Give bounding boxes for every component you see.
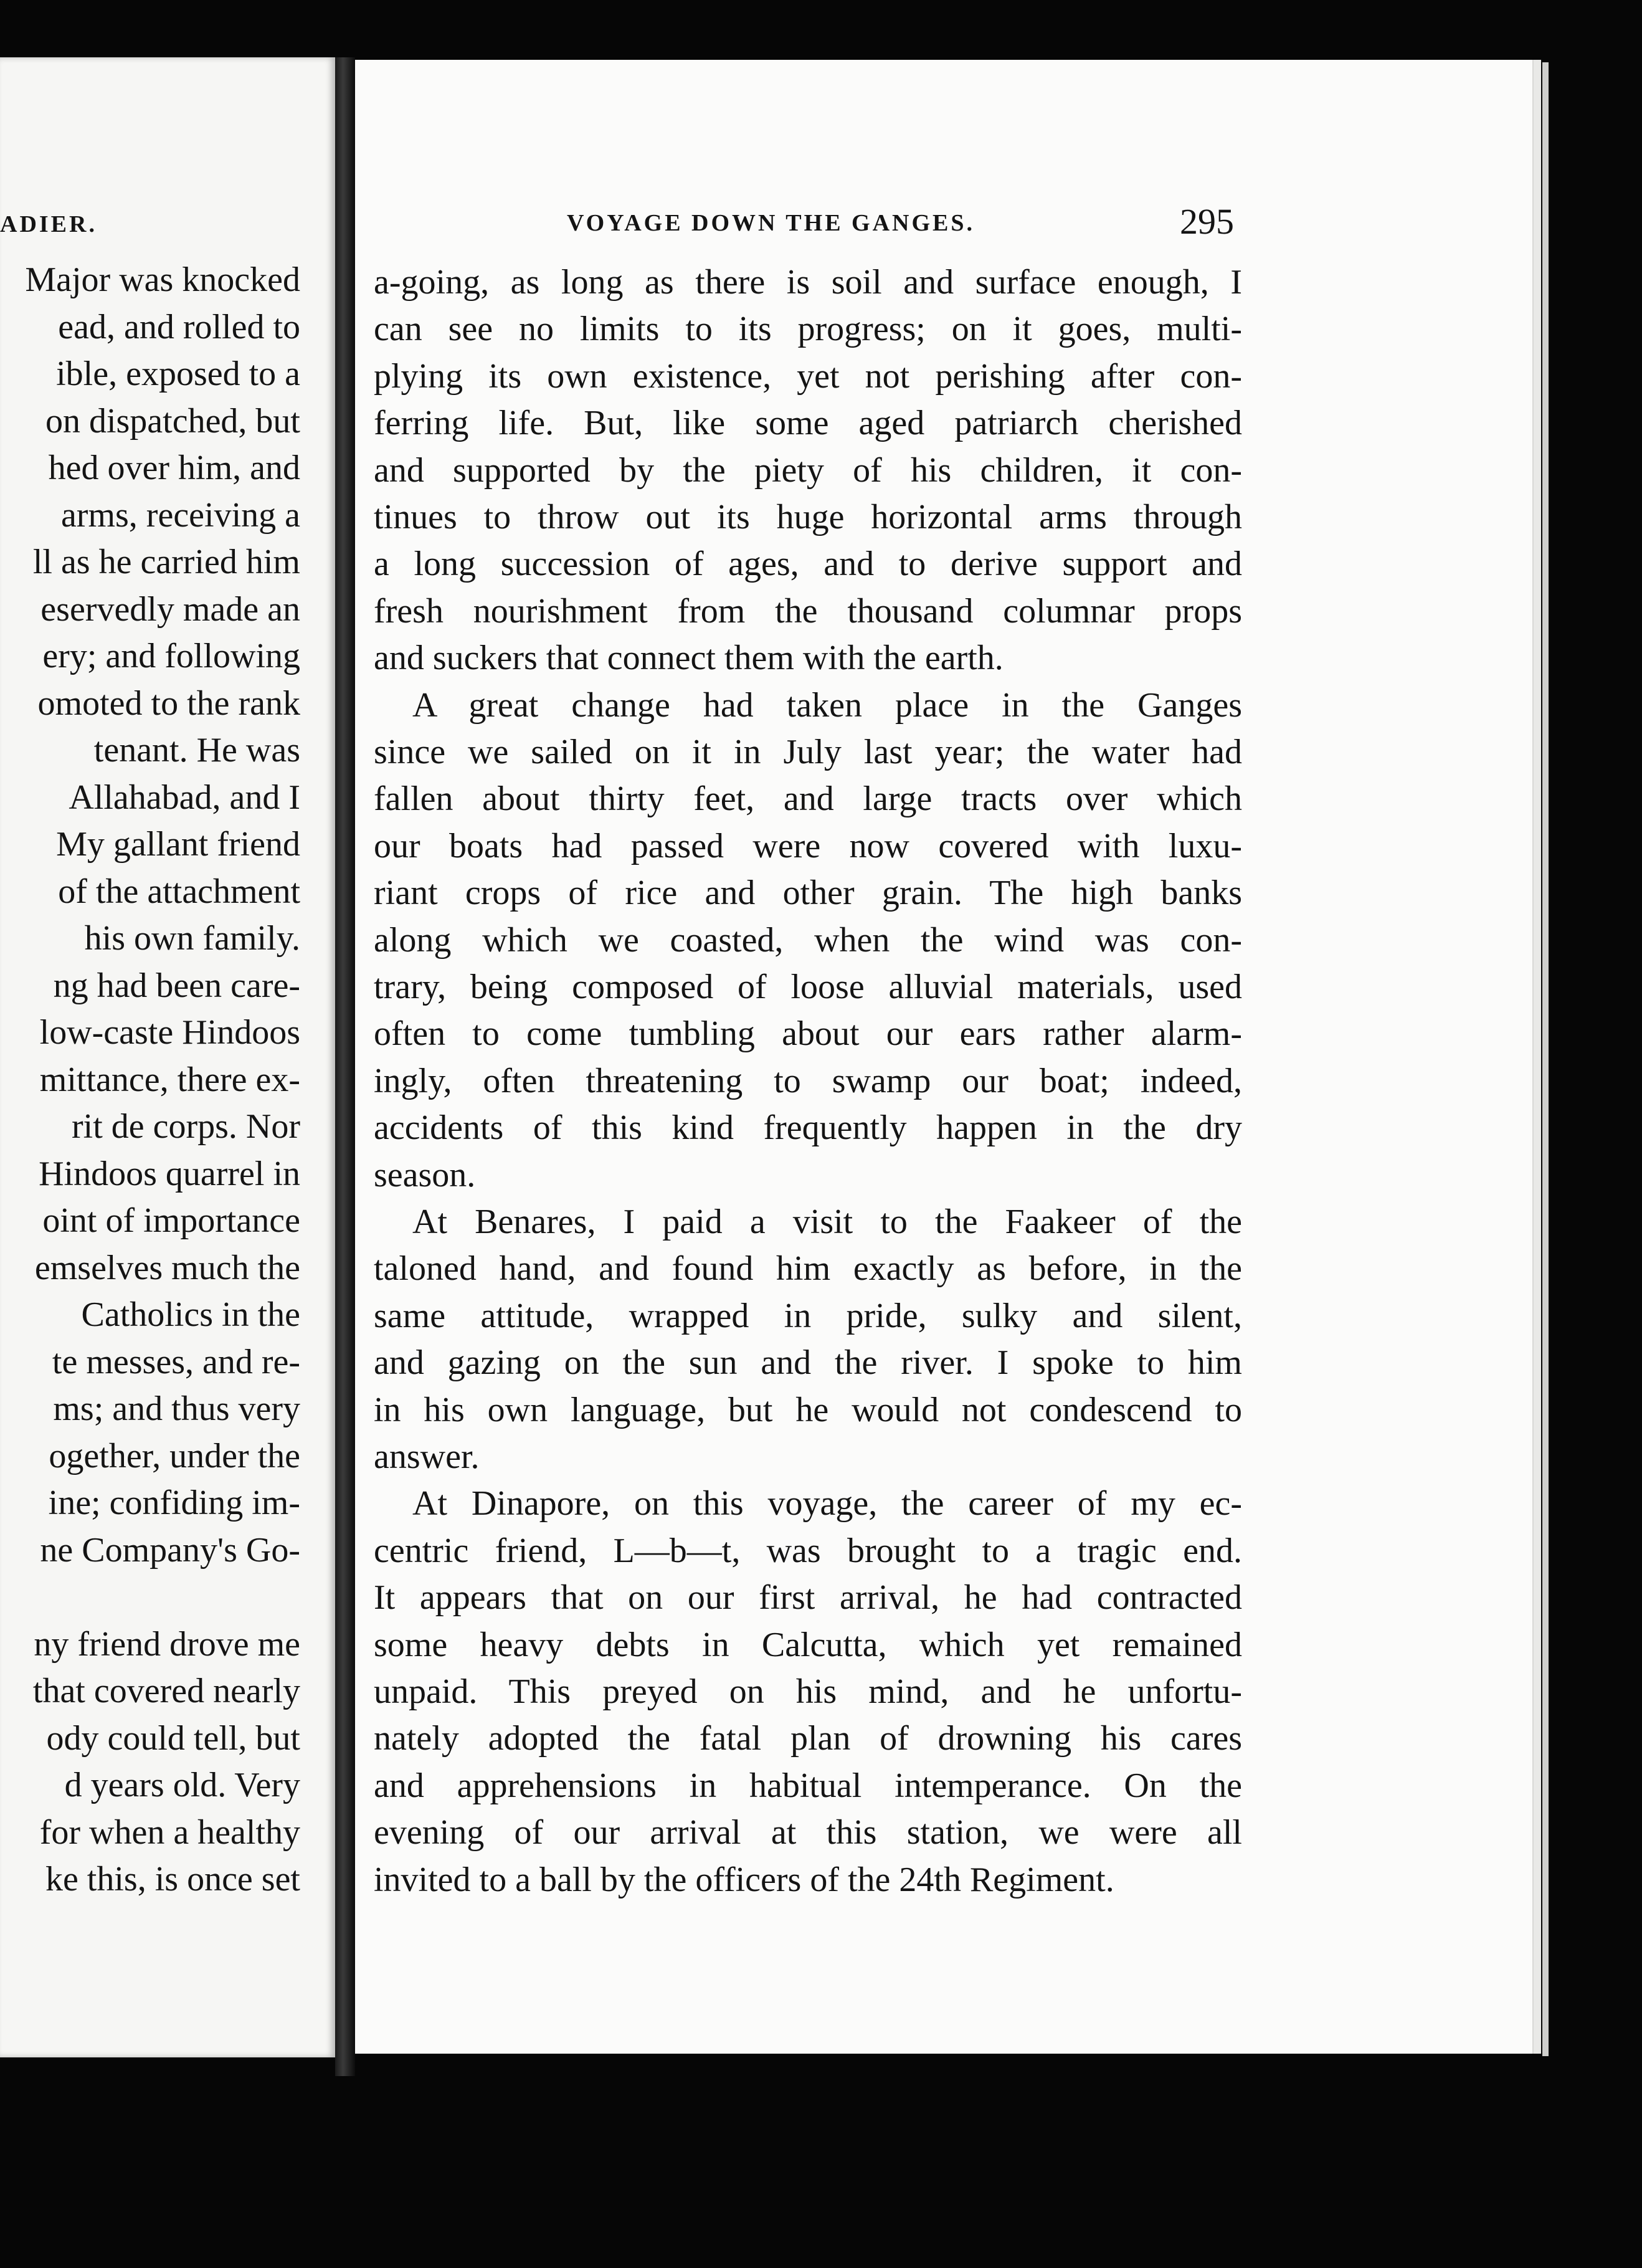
text-line: often to come tumbling about our ears rather alarm- — [374, 1014, 1242, 1054]
left-text-line: ine; confiding im- — [48, 1484, 300, 1522]
text-line: fallen about thirty feet, and large tracts over which — [374, 779, 1242, 819]
text-line: since we sailed on it in July last year; the water had — [374, 733, 1242, 771]
text-line: season. — [374, 1155, 476, 1194]
text-line: centric friend, L—b—t, was brought to a tragic end. — [374, 1531, 1242, 1570]
text-line: and apprehensions in habitual intemperance. On the — [374, 1766, 1242, 1805]
left-text-line: ible, exposed to a — [56, 355, 300, 393]
left-text-line: ead, and rolled to — [58, 307, 300, 346]
text-line: evening of our arrival at this station, we were all — [374, 1813, 1242, 1852]
left-text-line: d years old. Very — [64, 1766, 300, 1804]
left-text-line: Major was knocked — [25, 260, 300, 299]
page-number: 295 — [1180, 201, 1234, 242]
left-text-line: Hindoos quarrel in — [39, 1154, 300, 1193]
left-text-line: ke this, is once set — [45, 1860, 300, 1899]
text-line: A great change had taken place in the Ganges — [412, 685, 1242, 725]
text-line: nately adopted the fatal plan of drowning his cares — [374, 1719, 1242, 1758]
book-gutter — [335, 57, 355, 2076]
text-line: trary, being composed of loose alluvial materials, used — [374, 968, 1242, 1006]
left-text-line: Catholics in the — [81, 1295, 300, 1334]
left-text-line: tenant. He was — [93, 731, 300, 770]
left-text-line: te messes, and re- — [52, 1342, 300, 1381]
page-edge — [1542, 62, 1549, 2056]
left-text-line: ery; and following — [42, 637, 300, 675]
text-line: ingly, often threatening to swamp our boat; indeed, — [374, 1061, 1242, 1100]
left-text-line: emselves much the — [34, 1248, 300, 1287]
text-line: At Benares, I paid a visit to the Faakeer of the — [412, 1203, 1242, 1241]
text-line: and gazing on the sun and the river. I spoke to him — [374, 1343, 1242, 1383]
left-text-line: rit de corps. Nor — [71, 1107, 300, 1146]
left-text-line: ll as he carried him — [32, 543, 300, 581]
text-line: taloned hand, and found him exactly as before, in the — [374, 1249, 1242, 1289]
page-edge — [1534, 60, 1541, 2054]
left-text-line: mittance, there ex- — [39, 1060, 300, 1099]
left-text-line: Allahabad, and I — [69, 778, 300, 817]
text-line: invited to a ball by the officers of the 24th Regiment. — [374, 1860, 1114, 1899]
left-text-line: eservedly made an — [40, 589, 300, 629]
left-page — [0, 57, 335, 2057]
left-text-line: omoted to the rank — [37, 684, 300, 723]
left-text-line: on dispatched, but — [45, 401, 300, 441]
left-text-line: ody could tell, but — [46, 1718, 300, 1758]
left-text-line: arms, receiving a — [60, 495, 300, 535]
text-line: At Dinapore, on this voyage, the career of my ec- — [412, 1484, 1242, 1523]
left-text-line: of the attachment — [58, 872, 300, 911]
text-line: fresh nourishment from the thousand columnar props — [374, 591, 1242, 631]
text-line: a-going, as long as there is soil and surface enough, I — [374, 263, 1242, 302]
text-line: in his own language, but he would not condescend to — [374, 1390, 1242, 1429]
left-text-line: ms; and thus very — [53, 1389, 300, 1428]
text-line: It appears that on our first arrival, he had contracted — [374, 1578, 1242, 1618]
left-text-line: ogether, under the — [49, 1436, 300, 1475]
text-line: answer. — [374, 1437, 480, 1476]
text-line: unpaid. This preyed on his mind, and he unfortu- — [374, 1672, 1242, 1711]
running-head: VOYAGE DOWN THE GANGES. — [567, 210, 975, 236]
text-line: and supported by the piety of his children, it con- — [374, 450, 1242, 490]
text-line: plying its own existence, yet not perishing after con- — [374, 356, 1242, 396]
text-line: along which we coasted, when the wind was con- — [374, 920, 1242, 960]
text-line: can see no limits to its progress; on it goes, multi- — [374, 310, 1242, 349]
text-line: ferring life. But, like some aged patriarch cherished — [374, 404, 1242, 443]
left-text-line: low-caste Hindoos — [39, 1013, 300, 1052]
left-text-line: that covered nearly — [32, 1672, 300, 1710]
text-line: accidents of this kind frequently happen in the dry — [374, 1108, 1242, 1148]
left-text-line: ne Company's Go- — [40, 1530, 300, 1570]
left-text-line: his own family. — [84, 919, 300, 958]
text-line: a long succession of ages, and to derive support and — [374, 545, 1242, 584]
left-text-line: hed over him, and — [48, 449, 300, 487]
left-running-head: ADIER. — [0, 211, 97, 237]
text-line: our boats had passed were now covered with luxu- — [374, 826, 1242, 865]
left-text-line: ny friend drove me — [34, 1624, 300, 1664]
text-line: riant crops of rice and other grain. The high banks — [374, 874, 1242, 913]
left-text-line: My gallant friend — [56, 825, 300, 864]
text-line: and suckers that connect them with the earth. — [374, 639, 1004, 678]
text-line: same attitude, wrapped in pride, sulky and silent, — [374, 1296, 1242, 1335]
text-line: tinues to throw out its huge horizontal arms through — [374, 498, 1242, 536]
left-text-line: ng had been care- — [53, 966, 300, 1005]
left-text-line: for when a healthy — [39, 1813, 300, 1852]
left-text-line: oint of importance — [42, 1201, 300, 1240]
text-line: some heavy debts in Calcutta, which yet remained — [374, 1625, 1242, 1664]
